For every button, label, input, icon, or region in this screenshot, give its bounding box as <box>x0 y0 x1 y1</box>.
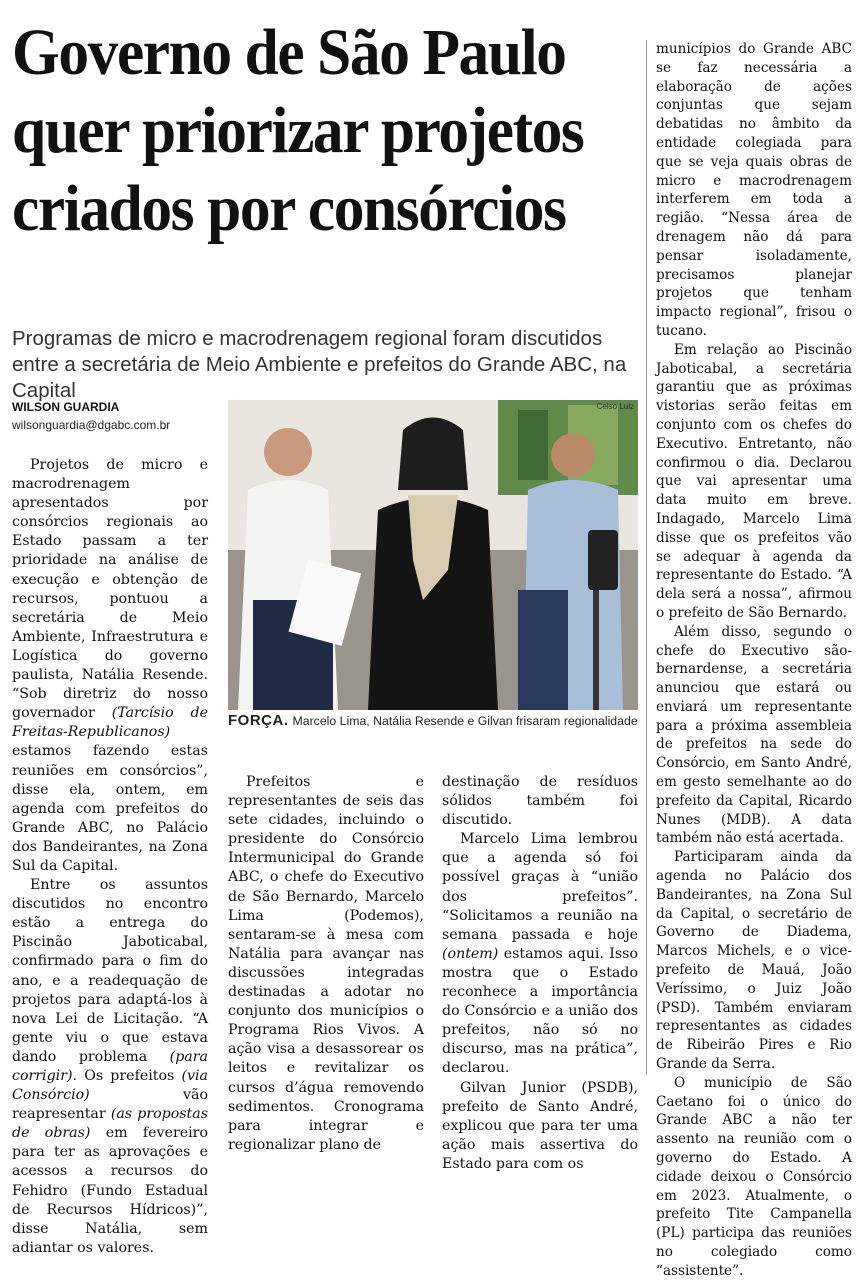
photo-credit: Celso Luiz <box>596 402 634 411</box>
article-photo <box>228 400 638 710</box>
column-2 <box>228 773 424 1155</box>
paragraph: Projetos de micro e macrodrenagem apresentados por consórcios regionais ao Estado passam a ter prioridade na análise de execução e obtenção de recursos, pontuou a secretária de Meio Ambiente, Infraestrutura e Logística do governo paulista, Natália Resende. “Sob diretriz do nosso governador (Tarcísio de Freitas-Republicanos) estamos fazendo estas reuniões em consórcios”, disse ela, ontem, em agenda com prefeitos do Grande ABC, no Palácio dos Bandeirantes, na Zona Sul da Capital. <box>12 457 209 874</box>
caption-keyword: FORÇA. <box>228 712 289 729</box>
column-3 <box>442 773 638 1174</box>
paragraph: Marcelo Lima lembrou que a agenda só foi possível graças à “união dos prefeitos”. “Solicitamos a reunião na semana passada e hoje (ontem) estamos aqui. Isso mostra que o Estado reconhece a importância do Consórcio e a união dos prefeitos, não só no discurso, mas na prática”, declarou. <box>442 831 638 1077</box>
column-4 <box>656 40 852 1281</box>
paragraph: Entre os assuntos discutidos no encontro estão a entrega do Piscinão Jaboticabal, confirmado para o fim do ano, e a readequação de projetos para adaptá-los à nova Lei de Licitação. “A gente viu o que estava dando problema (para corrigir). Os prefeitos (via Consórcio) vão reapresentar (as propostas de obras) em fevereiro para ter as aprovações e acessos a recursos do Fehidro (Fundo Estadual de Recursos Hídricos)”, disse Natália, sem adiantar os valores. <box>12 877 209 1256</box>
paragraph: Além disso, segundo o chefe do Executivo são-bernardense, a secretária anunciou que estará ou enviará um representante para a próxima assembleia de prefeitos na sede do Consórcio, em Santo André, em gesto semelhante ao do prefeito da Capital, Ricardo Nunes (MDB). A data também não está acertada. <box>656 623 852 847</box>
author-email: wilsonguardia@dgabc.com.br <box>12 418 171 432</box>
paragraph: O município de São Caetano foi o único do Grande ABC a não ter assento na reunião com o governo do Estado. A cidade deixou o Consórcio em 2023. Atualmente, o prefeito Tite Campanella (PL) participa das reuniões no colegiado como “assistente”. <box>656 1074 852 1279</box>
author-byline: WILSON GUARDIA <box>12 400 120 414</box>
paragraph: Em relação ao Piscinão Jaboticabal, a secretária garantiu que as próximas vistorias serão feitas em conjunto com os chefes do Executivo. Entretanto, não confirmou o dia. Declarou que vai apresentar uma data muito em breve. Indagado, Marcelo Lima disse que os prefeitos vão se adequar à agenda da representante do Estado. “A dela será a nossa”, afirmou o prefeito de São Bernardo. <box>656 341 852 621</box>
paragraph: Gilvan Junior (PSDB), prefeito de Santo André, explicou que para ter uma ação mais assertiva do Estado para com os <box>442 1079 638 1172</box>
column-1 <box>12 456 208 1258</box>
paragraph: Participaram ainda da agenda no Palácio dos Bandeirantes, na Zona Sul da Capital, o secretário de Governo de Diadema, Marcos Michels, e o vice-prefeito de Mauá, João Veríssimo, o Juiz João (PSD). Também enviaram representantes as cidades de Ribeirão Pires e Rio Grande da Serra. <box>656 849 852 1073</box>
paragraph: municípios do Grande ABC se faz necessária a elaboração de ações conjuntas que sejam debatidas no âmbito da entidade colegiada para que se veja quais obras de micro e macrodrenagem interferem em toda a região. “Nessa área de drenagem não dá para pensar isoladamente, precisamos planejar projetos que tenham impacto regional”, frisou o tucano. <box>656 41 852 339</box>
headline: Governo de São Paulo quer priorizar projetos criados por consórcios <box>12 16 584 245</box>
paragraph: destinação de resíduos sólidos também foi discutido. <box>442 774 638 829</box>
photo-illustration <box>228 400 638 710</box>
subheadline: Programas de micro e macrodrenagem regional foram discutidos entre a secretária de Meio Ambiente e prefeitos do Grande ABC, na Capital <box>12 327 627 402</box>
caption-text: Marcelo Lima, Natália Resende e Gilvan frisaram regionalidade <box>292 714 638 728</box>
column-rule <box>646 40 647 1075</box>
paragraph: Prefeitos e representantes de seis das sete cidades, incluindo o presidente do Consórcio Intermunicipal do Grande ABC, o chefe do Executivo de São Bernardo, Marcelo Lima (Podemos), sentaram-se à mesa com Natália para avançar nas discussões integradas destinadas a adotar no conjunto dos municípios o Programa Rios Vivos. A ação visa a desassorear os leitos e revitalizar os cursos d’água removendo sedimentos. Cronograma para integrar e regionalizar plano de <box>228 774 424 1153</box>
photo-caption <box>228 712 638 729</box>
